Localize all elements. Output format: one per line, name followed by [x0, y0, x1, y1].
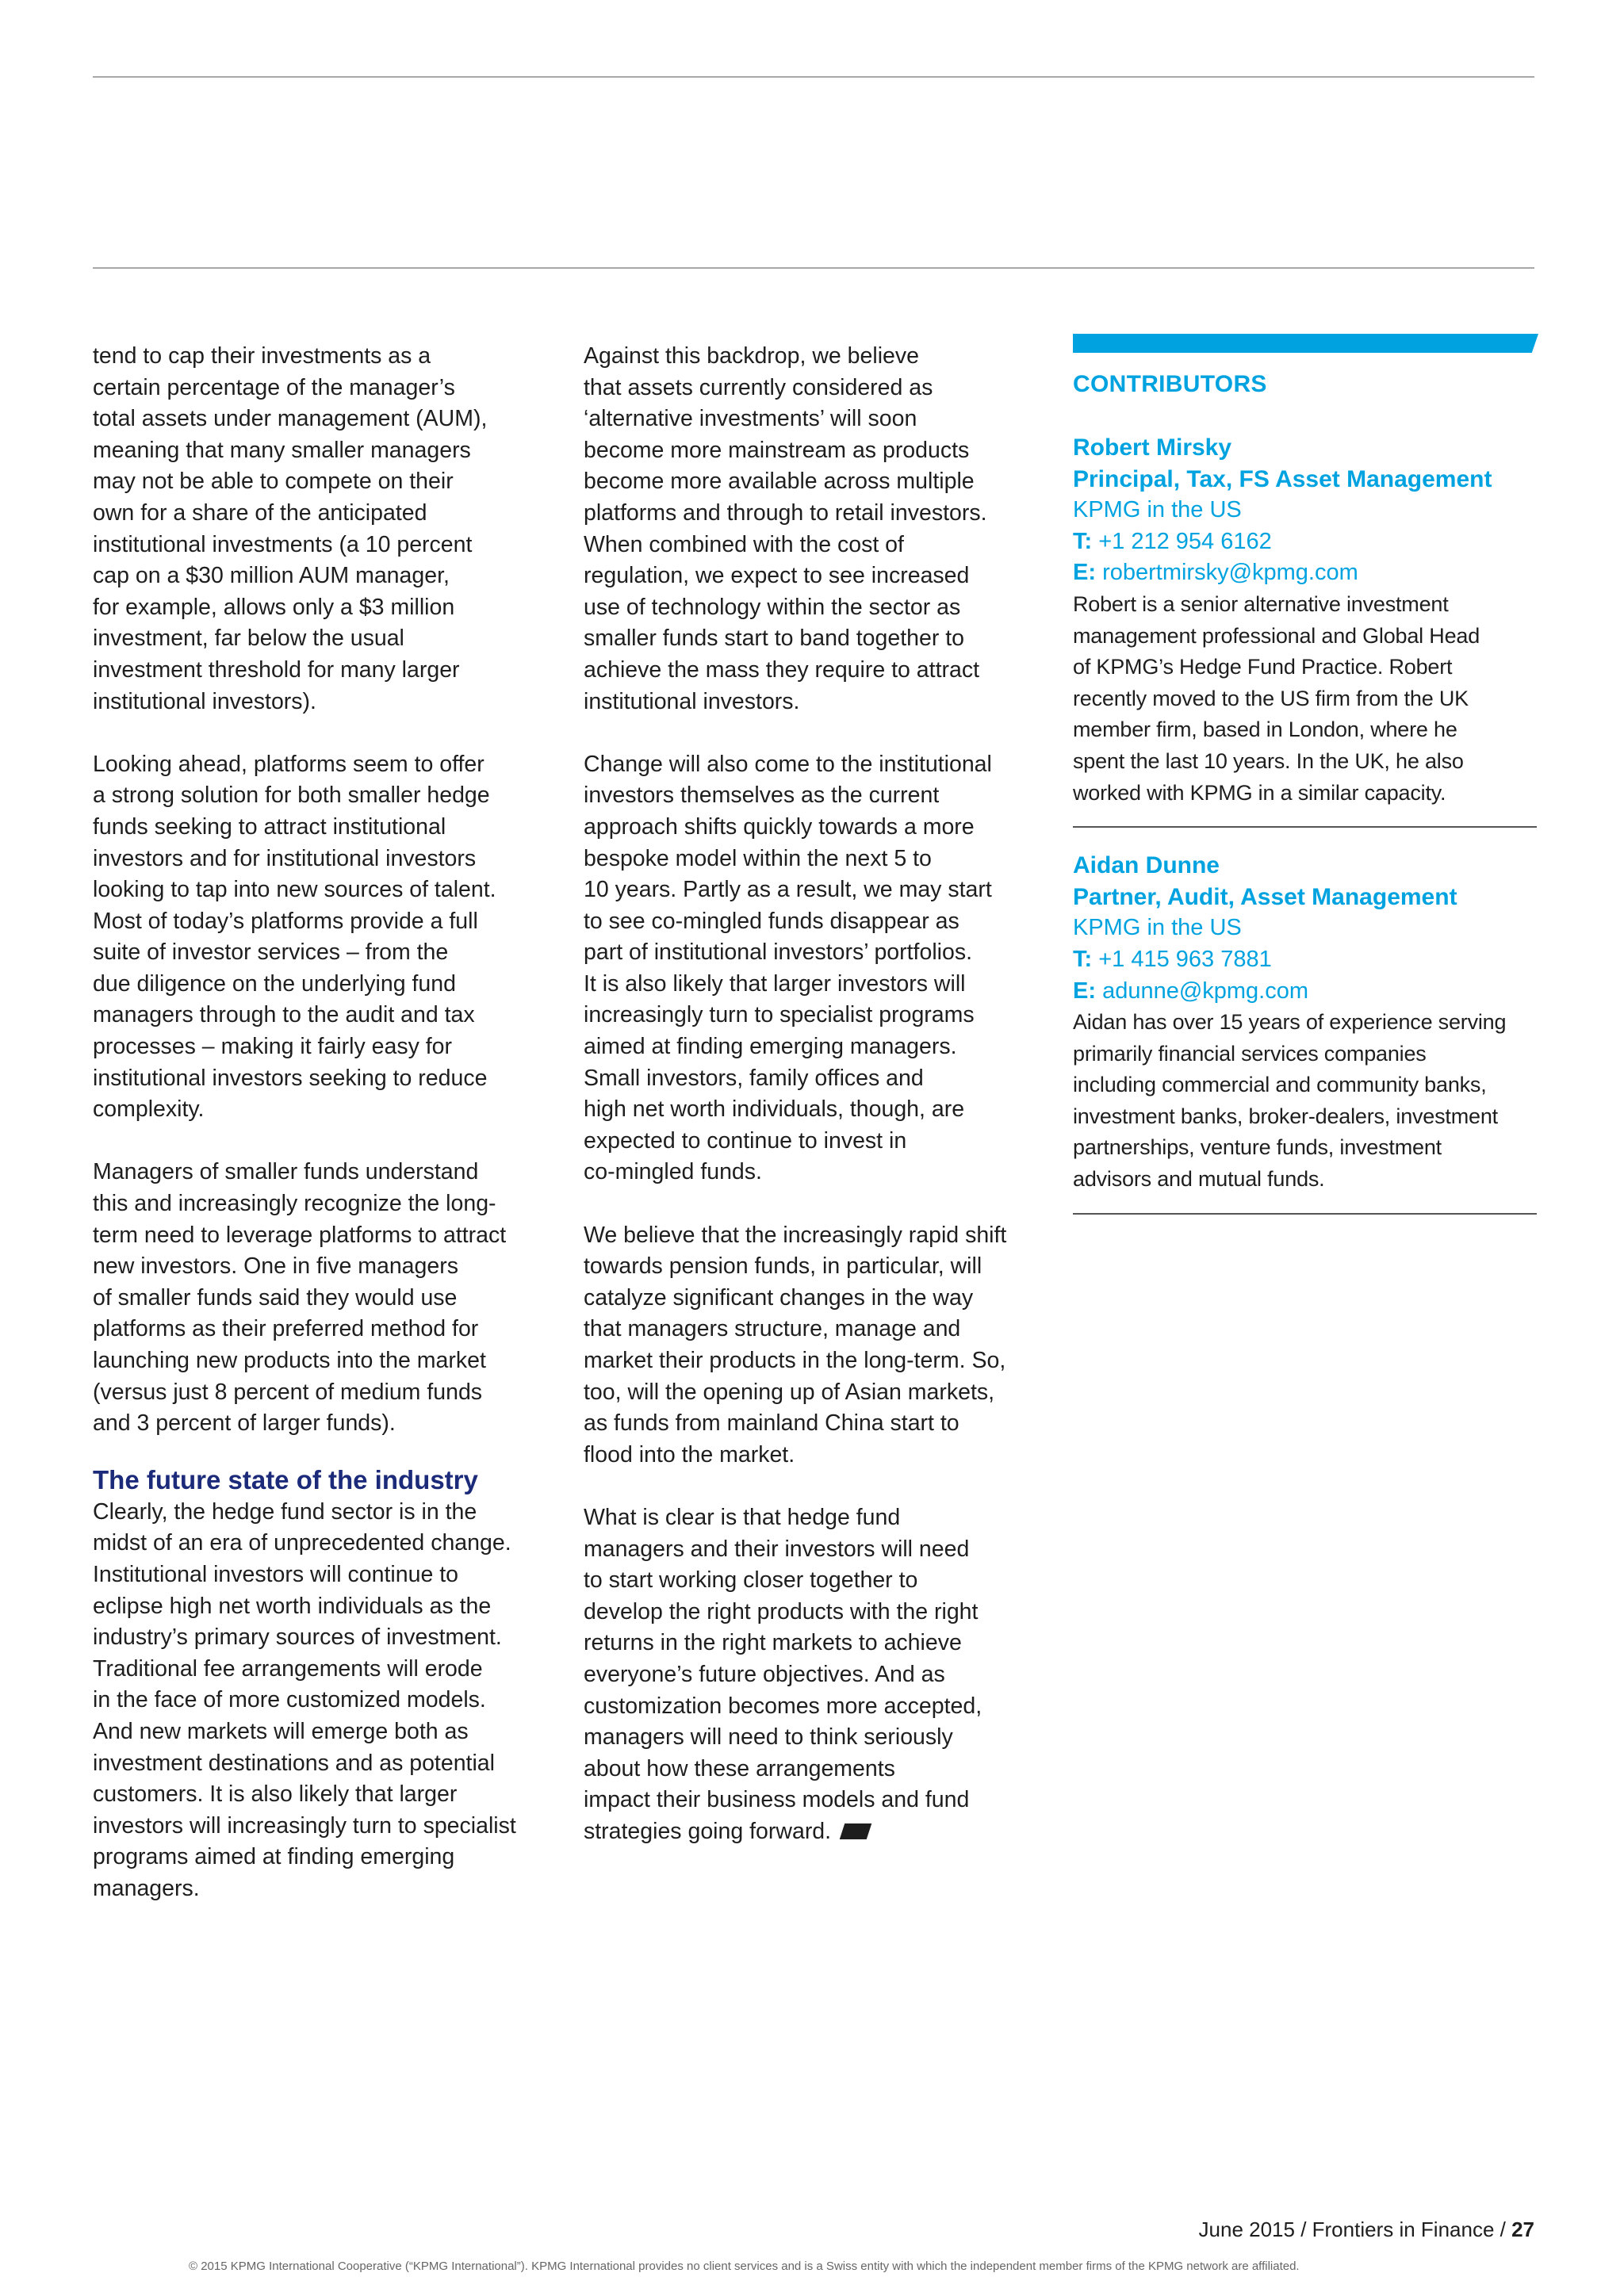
- contributor-organization: KPMG in the US: [1073, 915, 1242, 941]
- end-of-article-icon: [840, 1823, 871, 1839]
- contributor-organization: KPMG in the US: [1073, 497, 1242, 523]
- article-column-1: [93, 341, 553, 1905]
- contributors-title: CONTRIBUTORS: [1073, 371, 1267, 397]
- contributors-accent-bar: [1073, 334, 1538, 353]
- top-rule: [93, 76, 1534, 78]
- page-number: 27: [1511, 2218, 1534, 2241]
- email-link[interactable]: adunne@kpmg.com: [1102, 978, 1309, 1004]
- contributor-name: Robert Mirsky: [1073, 434, 1232, 461]
- contributor-card: [1073, 432, 1537, 828]
- contributors-list: [1073, 432, 1537, 1237]
- paragraph: Looking ahead, platforms seem to offer a strong solution for both smaller hedge funds seeking to attract institutional investors and for institutional investors looking to tap into new sources of talent. Most of today’s platforms provide a full suite of investor services – from the due diligence on the underlying fund managers through to the audit and tax processes – making it fairly easy for institutional investors seeking to reduce complexity.: [93, 751, 496, 1123]
- contributor-email: [1073, 976, 1537, 1008]
- email-link[interactable]: robertmirsky@kpmg.com: [1102, 560, 1358, 586]
- contributor-email: [1073, 557, 1537, 589]
- paragraph: Change will also come to the institutional investors themselves as the current approach shifts quickly towards a more bespoke model within the next 5 to 10 years. Partly as a result, we may start to see co-mingled funds disappear as part of institutional investors’ portfolios. It is also likely that larger investors will increasingly turn to specialist programs aimed at finding emerging managers. Small investors, family offices and high net worth individuals, though, are expected to continue to invest in co-mingled funds.: [584, 751, 992, 1185]
- contributor-role: Principal, Tax, FS Asset Management: [1073, 465, 1492, 492]
- paragraph-text: What is clear is that hedge fund managers and their investors will need to start working closer together to develop the right products with the right returns in the right markets to achieve everyone’s future objectives. And as customization becomes more accepted, managers will need to think seriously about how these arrangements impact their business models and fund strategies going forward.: [584, 1504, 982, 1844]
- page-folio: [1199, 2218, 1534, 2242]
- phone-label: T:: [1073, 946, 1093, 972]
- contributor-name: Aidan Dunne: [1073, 852, 1220, 879]
- email-label: E:: [1073, 978, 1096, 1004]
- folio-text: June 2015 / Frontiers in Finance /: [1198, 2218, 1512, 2241]
- contributor-bio: Aidan has over 15 years of experience serving primarily financial services companies including commercial and community banks, investment banks, broker-dealers, investment partnerships, venture funds, investment advisors and mutual funds.: [1073, 1010, 1507, 1192]
- article-column-2: [584, 341, 1044, 1848]
- phone-number[interactable]: +1 415 963 7881: [1098, 946, 1272, 972]
- contributor-role: Partner, Audit, Asset Management: [1073, 883, 1457, 910]
- paragraph: tend to cap their investments as a certain percentage of the manager’s total assets under management (AUM), meaning that many smaller managers may not be able to compete on their own for a share of the anticipated institutional investments (a 10 percent cap on a $30 million AUM manager, for example, allows only a $3 million investment, far below the usual investment threshold for many larger institutional investors).: [93, 343, 488, 714]
- phone-number[interactable]: +1 212 954 6162: [1098, 528, 1272, 554]
- contributor-bio: Robert is a senior alternative investment management professional and Global Head of KPMG’s Hedge Fund Practice. Robert recently moved to the US firm from the UK member firm, based in London, where he spent the last 10 years. In the UK, he also worked with KPMG in a similar capacity.: [1073, 591, 1480, 805]
- paragraph: Managers of smaller funds understand this and increasingly recognize the long- term need to leverage platforms to attract new investors. One in five managers of smaller funds said they would use platforms as their preferred method for launching new products into the market (versus just 8 percent of medium funds and 3 percent of larger funds).: [93, 1159, 507, 1437]
- paragraph: Clearly, the hedge fund sector is in the midst of an era of unprecedented change. Institutional investors will continue to eclipse high net worth individuals as the industry’s primary sources of investment. Traditional fee arrangements will erode in the face of more customized models. And new markets will emerge both as investment destinations and as potential customers. It is also likely that larger investors will increasingly turn to specialist programs aimed at finding emerging managers.: [93, 1498, 516, 1901]
- contributor-phone: [1073, 944, 1537, 976]
- contributor-phone: [1073, 526, 1537, 558]
- email-label: E:: [1073, 560, 1096, 586]
- phone-label: T:: [1073, 528, 1093, 554]
- header-rule: [93, 267, 1534, 269]
- paragraph-final: [584, 1502, 1044, 1848]
- copyright-notice: © 2015 KPMG International Cooperative (“KPMG International”). KPMG International provides no client services and is a Swiss entity with which the independent member firms of the KPMG network are affiliated.: [189, 2260, 1300, 2273]
- paragraph: Against this backdrop, we believe that assets currently considered as ‘alternative investments’ will soon become more mainstream as products become more available across multiple platforms and through to retail investors. When combined with the cost of regulation, we expect to see increased use of technology within the sector as smaller funds start to band together to achieve the mass they require to attract institutional investors.: [584, 343, 987, 714]
- section-heading: The future state of the industry: [93, 1464, 478, 1494]
- paragraph: We believe that the increasingly rapid shift towards pension funds, in particular, will catalyze significant changes in the way that managers structure, manage and market their products in the long-term. So, too, will the opening up of Asian markets, as funds from mainland China start to flood into the market.: [584, 1222, 1007, 1468]
- contributor-card: [1073, 850, 1537, 1215]
